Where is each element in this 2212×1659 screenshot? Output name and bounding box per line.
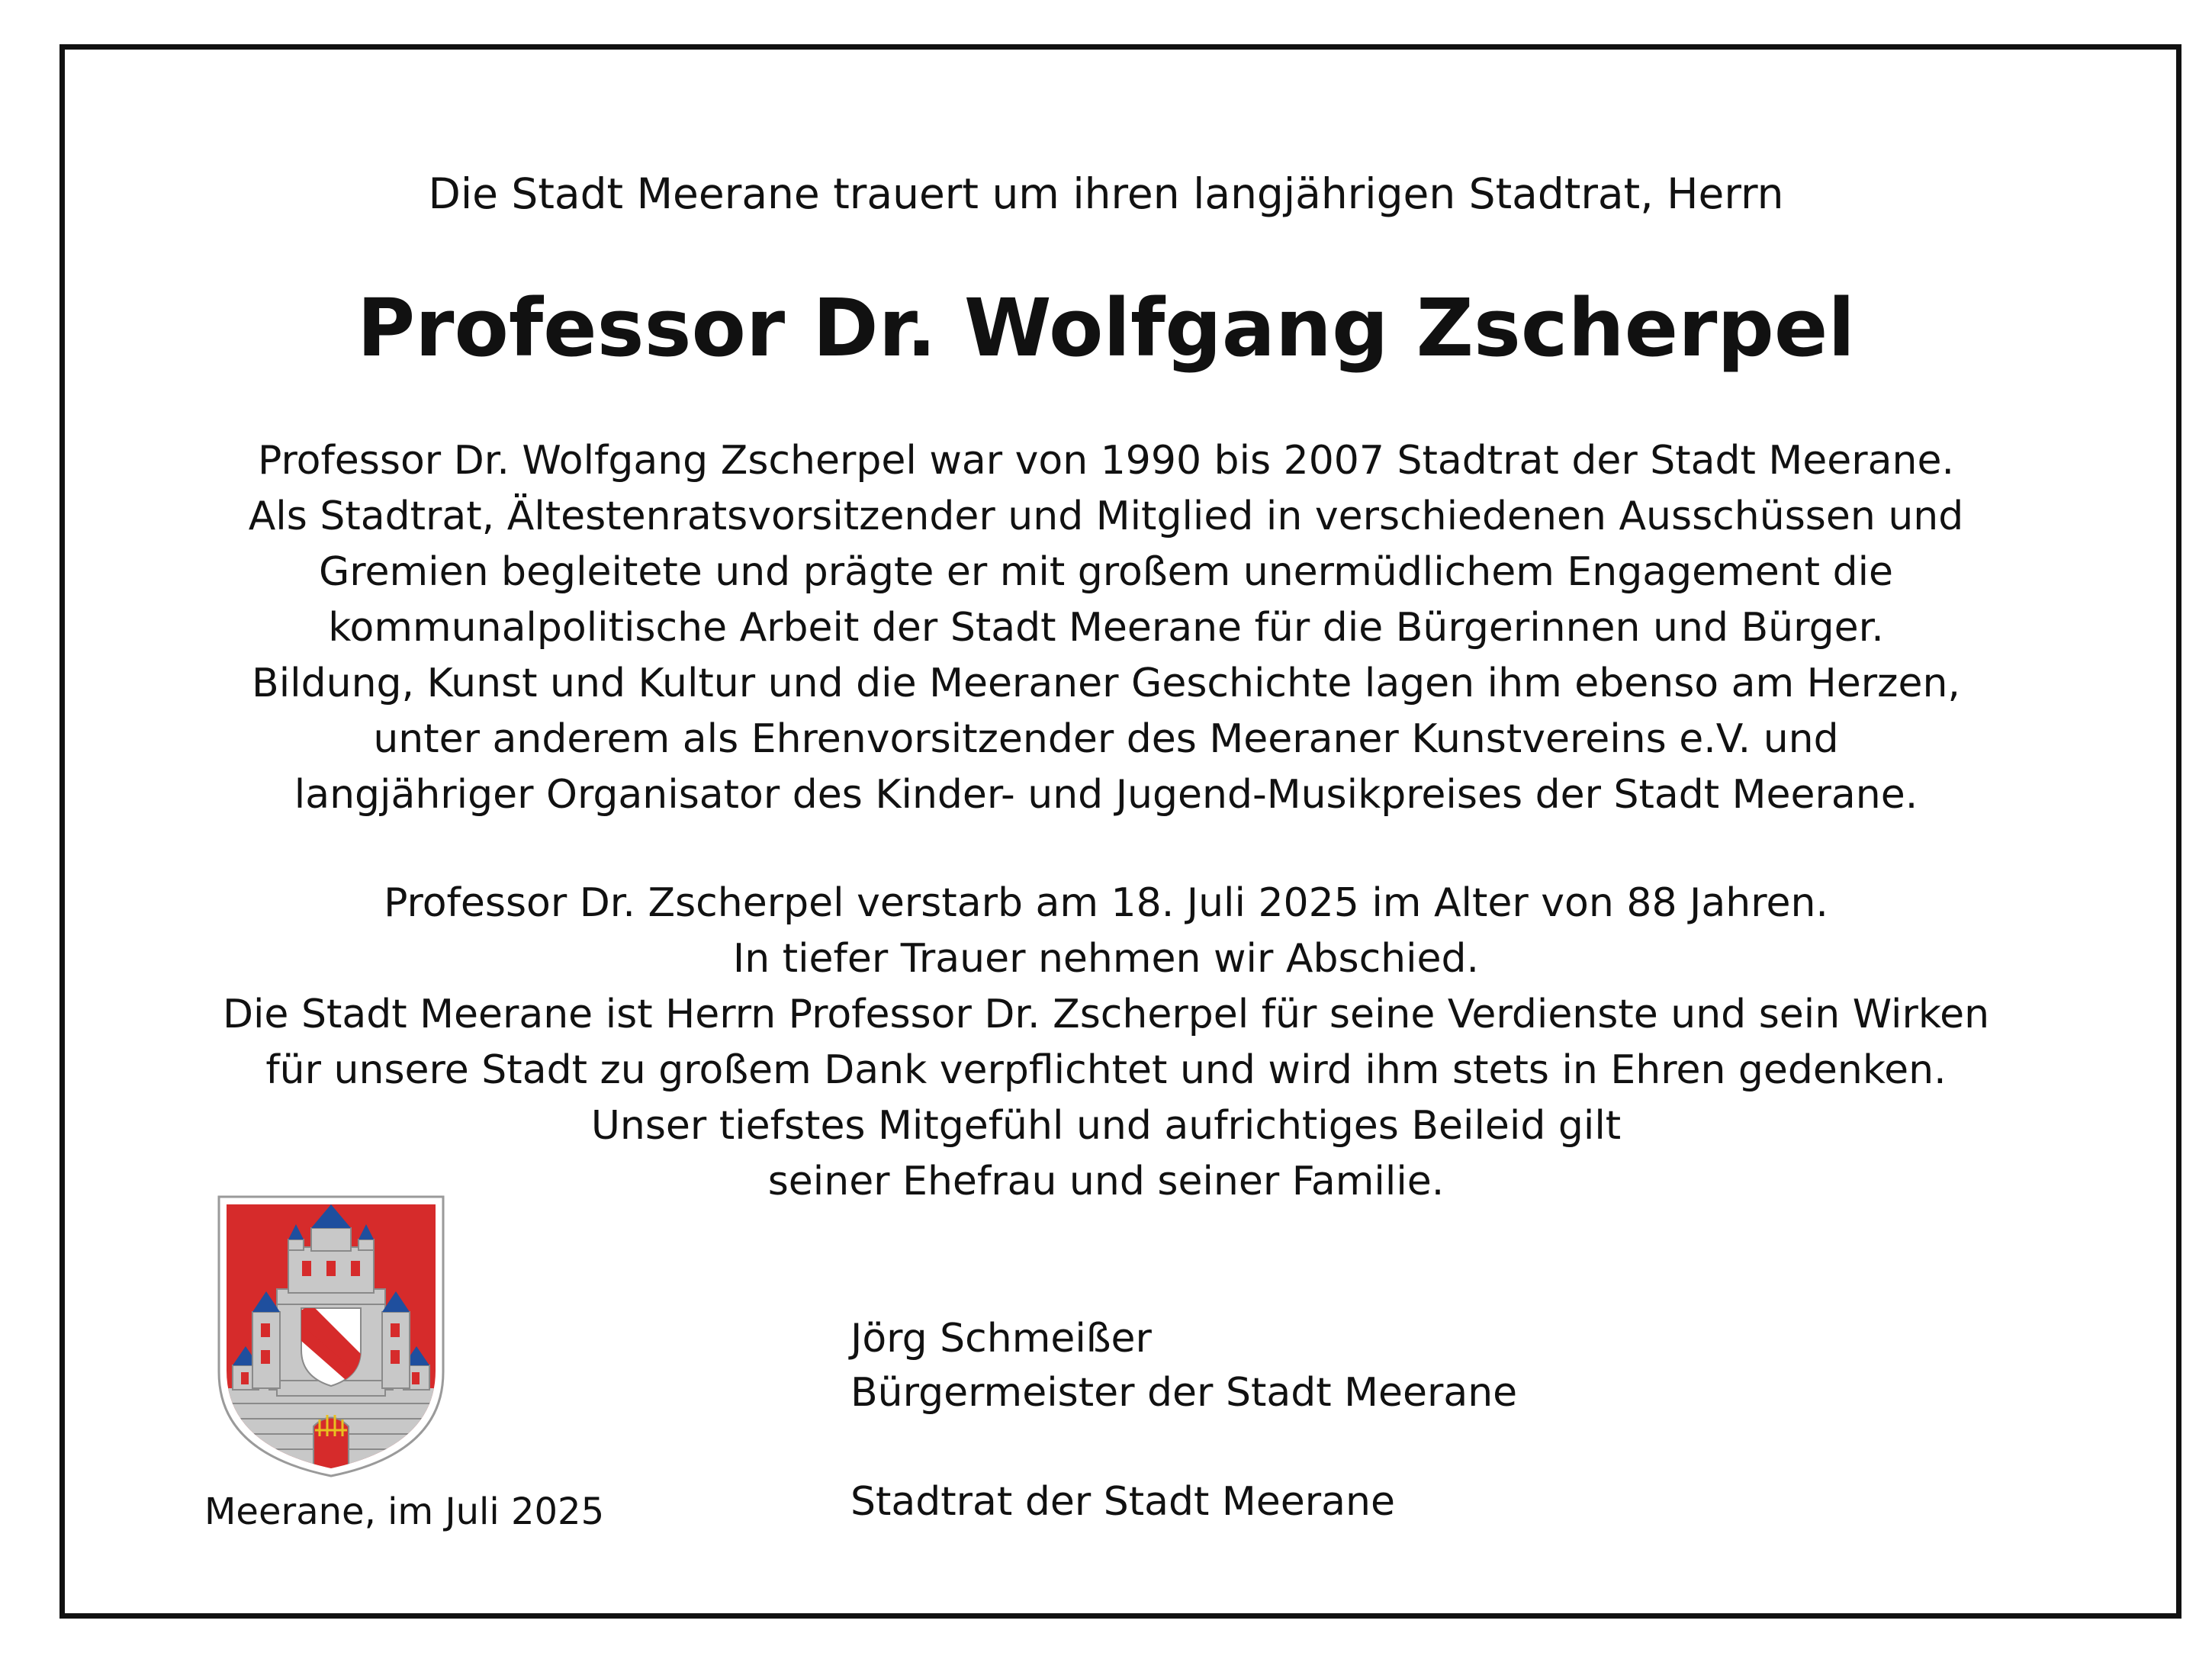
tribute-line: Gremien begleitete und prägte er mit großem unermüdlichem Engagement die [318,549,1894,595]
council-signature: Stadtrat der Stadt Meerane [850,1479,1395,1525]
tribute-line: unter anderem als Ehrenvorsitzender des Meeraner Kunstvereins e.V. und [373,716,1839,762]
condolence-line: Die Stadt Meerane ist Herrn Professor Dr. Zscherpel für seine Verdienste und sein Wirken [222,992,1990,1037]
tribute-line: Bildung, Kunst und Kultur und die Meeraner Geschichte lagen ihm ebenso am Herzen, [252,661,1960,706]
intro-line: Die Stadt Meerane trauert um ihren langjährigen Stadtrat, Herrn [428,169,1784,218]
tribute-line: Professor Dr. Wolfgang Zscherpel war von 1990 bis 2007 Stadtrat der Stadt Meerane. [258,438,1954,484]
condolence-line: Unser tiefstes Mitgefühl und aufrichtiges Beileid gilt [590,1103,1622,1149]
tribute-line: Als Stadtrat, Ältestenratsvorsitzender und Mitglied in verschiedenen Ausschüssen und [248,494,1964,539]
condolence-line: seiner Ehefrau und seiner Familie. [767,1159,1445,1204]
tribute-line: kommunalpolitische Arbeit der Stadt Meerane für die Bürgerinnen und Bürger. [328,605,1884,651]
condolence-line: In tiefer Trauer nehmen wir Abschied. [732,936,1480,982]
signatory-name: Jörg Schmeißer [850,1316,1152,1362]
place-date: Meerane, im Juli 2025 [204,1490,605,1533]
condolence-line: für unsere Stadt zu großem Dank verpflichtet und wird ihm stets in Ehren gedenken. [265,1047,1947,1093]
condolence-paragraph [0,876,2212,1210]
tribute-paragraph [0,433,2212,823]
tribute-line: langjähriger Organisator des Kinder- und Jugend-Musikpreises der Stadt Meerane. [294,772,1918,818]
meerane-coat-of-arms-icon [216,1194,446,1477]
signature-block [850,1312,1517,1529]
deceased-name: Professor Dr. Wolfgang Zscherpel [356,281,1856,375]
signatory-title: Bürgermeister der Stadt Meerane [850,1370,1518,1416]
condolence-line: Professor Dr. Zscherpel verstarb am 18. Juli 2025 im Alter von 88 Jahren. [384,880,1828,926]
